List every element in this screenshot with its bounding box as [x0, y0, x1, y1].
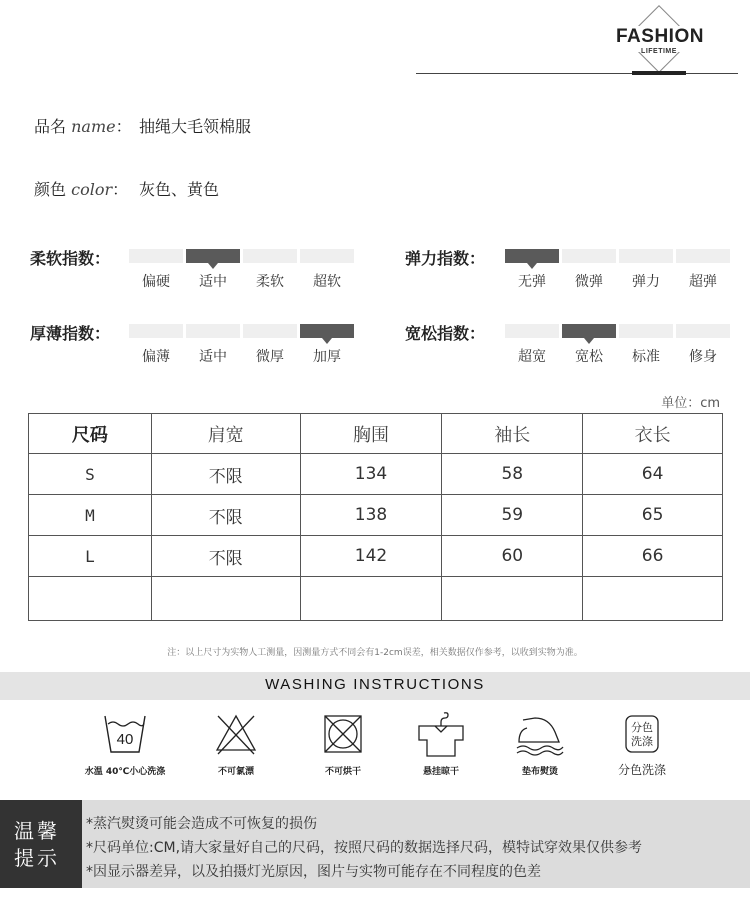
measurement-note: 注：以上尺寸为实物人工测量，因测量方式不同会有1-2cm误差，相关数据仅作参考，以收到实物为准。	[167, 648, 583, 658]
thickness-segment	[186, 324, 240, 338]
softness-option-label: 柔软	[256, 274, 284, 290]
looseness-segment-selected	[562, 324, 616, 338]
cell-chest: 138	[300, 495, 442, 536]
washing-title: WASHING INSTRUCTIONS	[265, 676, 485, 693]
looseness-segment	[505, 324, 559, 338]
softness-option-label: 超软	[313, 274, 341, 290]
cell-length	[583, 577, 723, 621]
size-table-header	[29, 414, 723, 454]
header-sleeve: 袖长	[442, 414, 583, 454]
looseness-segment	[619, 324, 673, 338]
iron-with-cloth-label: 垫布熨烫	[521, 767, 558, 777]
thickness-option-label: 适中	[199, 349, 227, 365]
cell-sleeve: 59	[442, 495, 583, 536]
looseness-segment	[676, 324, 730, 338]
header-size: 尺码	[29, 414, 152, 454]
elasticity-segment	[619, 249, 673, 263]
thickness-segment	[129, 324, 183, 338]
elasticity-segment	[562, 249, 616, 263]
unit-label: 单位：cm	[661, 396, 720, 411]
cell-size: L	[29, 536, 152, 577]
brand-logo	[616, 8, 702, 72]
elasticity-option-label: 无弹	[518, 274, 546, 290]
cell-shoulder	[151, 577, 300, 621]
softness-segment	[300, 249, 354, 263]
softness-segment-selected	[186, 249, 240, 263]
wash-temp-text: 40	[116, 731, 134, 748]
looseness-option-label: 标准	[632, 349, 660, 365]
elasticity-option-label: 超弹	[689, 274, 717, 290]
cell-chest	[300, 577, 442, 621]
wash-40-label: 水温 40℃小心洗涤	[84, 767, 166, 777]
logo-sub-text: LIFETIME	[641, 48, 677, 55]
cell-sleeve: 58	[442, 454, 583, 495]
elasticity-segment	[676, 249, 730, 263]
product-color-label: 颜色 color：	[34, 180, 129, 199]
elasticity-option-label: 微弹	[575, 274, 603, 290]
table-row	[29, 495, 723, 536]
cell-shoulder: 不限	[151, 454, 300, 495]
hang-dry-label: 悬挂晾干	[422, 767, 459, 777]
table-row	[29, 577, 723, 621]
thickness-index-title: 厚薄指数：	[30, 324, 111, 343]
iron-with-cloth-icon	[495, 712, 585, 760]
table-row	[29, 536, 723, 577]
tip-line: *因显示器差异，以及拍摄灯光原因，图片与实物可能存在不同程度的色差	[86, 864, 541, 880]
wash-separately-label: 分色洗涤	[617, 763, 666, 777]
softness-option-label: 偏硬	[142, 274, 170, 290]
cell-length: 66	[583, 536, 723, 577]
cell-chest: 142	[300, 536, 442, 577]
no-bleach-label: 不可氯漂	[217, 767, 254, 777]
header-length: 衣长	[583, 414, 723, 454]
thickness-segment	[243, 324, 297, 338]
product-name-row	[34, 114, 251, 137]
cell-sleeve	[442, 577, 583, 621]
elasticity-option-label: 弹力	[632, 274, 660, 290]
cell-length: 64	[583, 454, 723, 495]
tip-line: *蒸汽熨烫可能会造成不可恢复的损伤	[86, 816, 317, 832]
logo-main-text: FASHION	[616, 26, 704, 47]
product-color-row	[34, 177, 219, 200]
cell-size: S	[29, 454, 152, 495]
looseness-option-label: 宽松	[575, 349, 603, 365]
tip-line: *尺码单位:CM,请大家量好自己的尺码，按照尺码的数据选择尺码，模特试穿效果仅供参考	[86, 840, 643, 856]
softness-segment	[129, 249, 183, 263]
wash-40-icon	[80, 712, 170, 760]
thickness-option-label: 偏薄	[142, 349, 170, 365]
product-name-label: 品名 name：	[34, 117, 132, 136]
product-color-value: 灰色、黄色	[139, 180, 220, 199]
header-divider	[416, 73, 738, 74]
table-row	[29, 454, 723, 495]
cell-chest: 134	[300, 454, 442, 495]
wash-badge-text-bottom: 洗涤	[631, 735, 653, 748]
looseness-option-label: 修身	[689, 349, 717, 365]
header-shoulder: 肩宽	[151, 414, 300, 454]
cell-size: M	[29, 495, 152, 536]
looseness-option-label: 超宽	[518, 349, 546, 365]
hang-dry-icon	[396, 712, 486, 760]
thickness-option-label: 微厚	[256, 349, 284, 365]
no-tumble-dry-icon	[298, 712, 388, 760]
product-name-value: 抽绳大毛领棉服	[139, 117, 252, 136]
softness-option-label: 适中	[199, 274, 227, 290]
tips-title: 温馨提示	[14, 819, 60, 870]
header-chest: 胸围	[300, 414, 442, 454]
cell-shoulder: 不限	[151, 495, 300, 536]
thickness-option-label: 加厚	[313, 349, 341, 365]
cell-length: 65	[583, 495, 723, 536]
looseness-index-title: 宽松指数：	[405, 324, 486, 343]
size-table	[28, 413, 723, 621]
cell-sleeve: 60	[442, 536, 583, 577]
wash-separately-icon	[597, 712, 687, 760]
softness-segment	[243, 249, 297, 263]
softness-index-title: 柔软指数：	[30, 249, 111, 268]
elasticity-index-title: 弹力指数：	[405, 249, 486, 268]
thickness-segment-selected	[300, 324, 354, 338]
elasticity-segment-selected	[505, 249, 559, 263]
no-tumble-dry-label: 不可烘干	[324, 767, 361, 777]
header-divider-accent	[632, 71, 686, 75]
cell-shoulder: 不限	[151, 536, 300, 577]
cell-size	[29, 577, 152, 621]
no-bleach-icon	[191, 712, 281, 760]
wash-badge-text-top: 分色	[631, 721, 653, 734]
